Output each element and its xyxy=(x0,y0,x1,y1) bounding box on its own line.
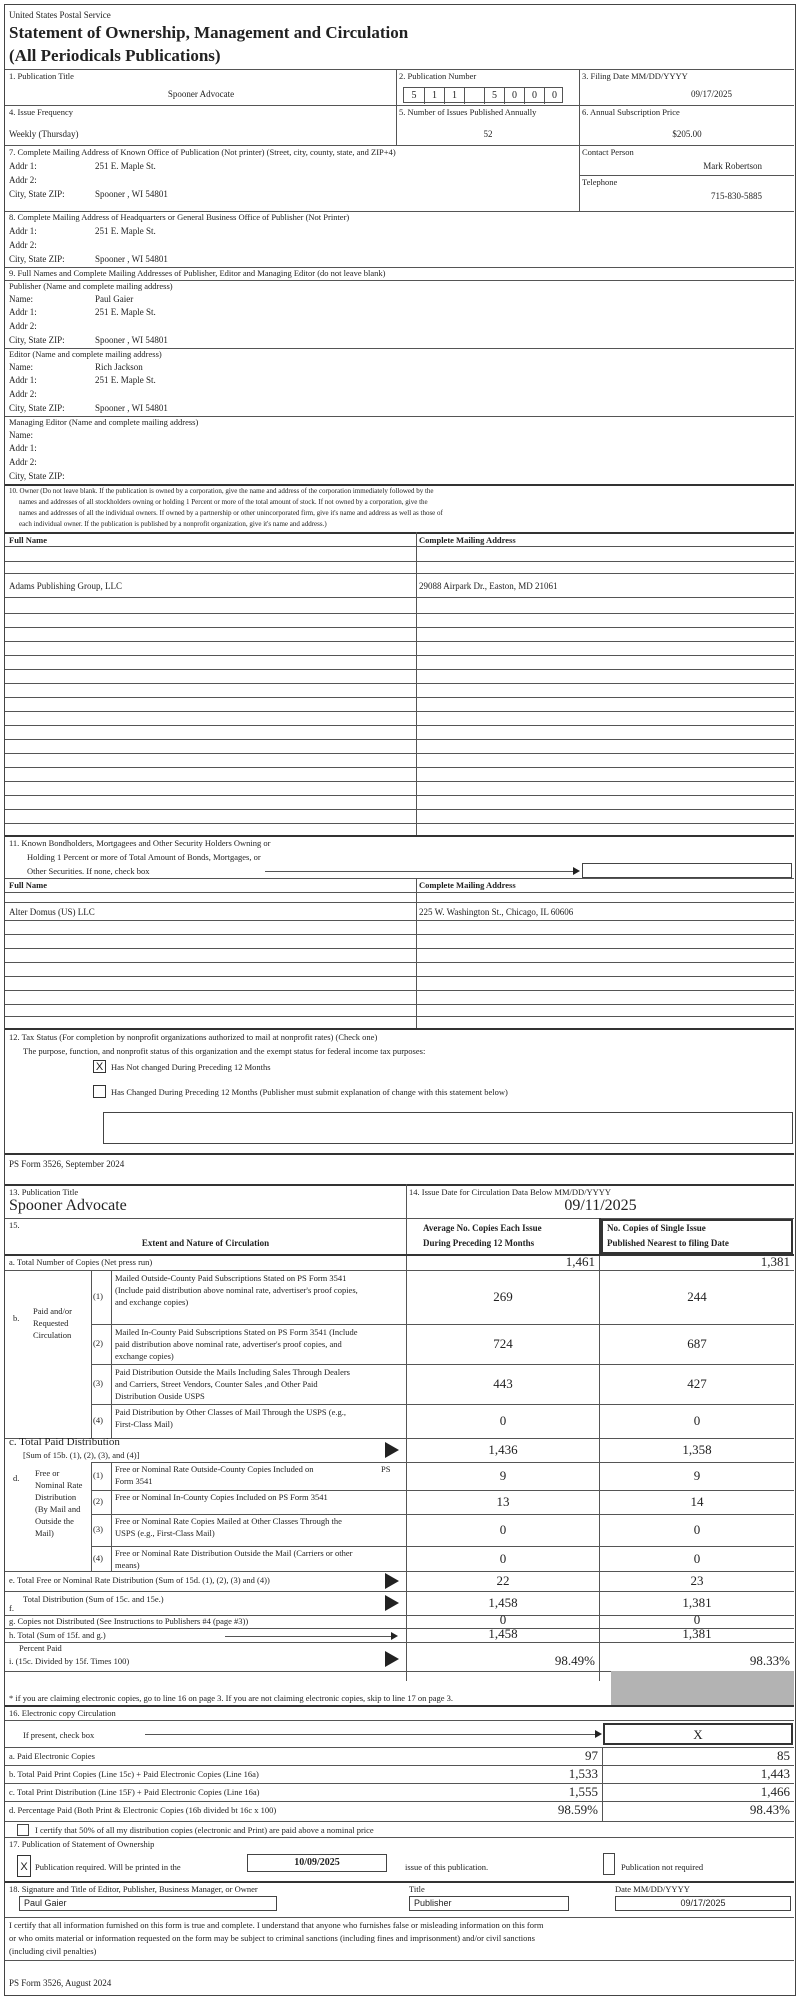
office-city: Spooner , WI 54801 xyxy=(95,189,168,199)
row-c-single: 1,358 xyxy=(682,1442,712,1457)
shaded-cell xyxy=(611,1671,794,1705)
field15-label: 15. xyxy=(9,1220,20,1230)
b-row-number: (1) xyxy=(93,1291,103,1301)
addr1-label: Addr 1: xyxy=(9,226,37,236)
d-row-avg: 0 xyxy=(499,1522,507,1537)
d-row-number: (1) xyxy=(93,1470,103,1480)
single-col-header-1: No. Copies of Single Issue xyxy=(607,1223,706,1233)
d-row-line xyxy=(91,1546,794,1547)
row-c-label-1: c. Total Paid Distribution xyxy=(9,1436,120,1448)
d-letter: d. xyxy=(13,1473,20,1483)
owner-address: 29088 Airpark Dr., Easton, MD 21061 xyxy=(419,581,558,591)
certify-50-label: I certify that 50% of all my distribution copies (electronic and Print) are paid above a nominal price xyxy=(35,1825,374,1835)
city-label: City, State ZIP: xyxy=(9,189,65,199)
d-row-desc: means) xyxy=(115,1560,140,1570)
bond-row-line xyxy=(5,920,794,921)
d-label-line: Nominal Rate xyxy=(35,1480,83,1490)
avg-col-header-1: Average No. Copies Each Issue xyxy=(423,1223,542,1233)
field10-line2: names and addresses of all stockholders owning or holding 1 Percent or more of the total amount of stock. If not owned by a corporation, give the xyxy=(19,498,428,506)
field9-label: 9. Full Names and Complete Mailing Addresses of Publisher, Editor and Managing Editor (do not leave blank) xyxy=(9,268,386,278)
arrow-icon xyxy=(385,1595,399,1611)
avg-col-header-2: During Preceding 12 Months xyxy=(423,1238,535,1248)
bond-address: 225 W. Washington St., Chicago, IL 60606 xyxy=(419,907,574,917)
field16-check-label: If present, check box xyxy=(23,1730,95,1740)
b-row-desc: Paid Distribution Outside the Mails Including Sales Through Dealers xyxy=(115,1367,350,1377)
bond-row-line xyxy=(5,1004,794,1005)
publication-number-digit: 5 xyxy=(411,90,417,101)
publication-required-checkbox[interactable]: X xyxy=(17,1855,31,1877)
b-row-desc: Paid Distribution by Other Classes of Mail Through the USPS (e.g., xyxy=(115,1407,346,1417)
field10-line1: 10. Owner (Do not leave blank. If the publication is owned by a corporation, give the name and address of the corporation immediately followed by the xyxy=(9,487,434,495)
addr2-label: Addr 2: xyxy=(9,321,37,331)
field14-label: 14. Issue Date for Circulation Data Below MM/DD/YYYY xyxy=(409,1187,612,1197)
d-row-ps: PS xyxy=(381,1464,391,1474)
filing-date: 09/17/2025 xyxy=(690,89,732,99)
addr1-label: Addr 1: xyxy=(9,161,37,171)
d-label-line: Free or xyxy=(35,1468,60,1478)
name-label: Name: xyxy=(9,430,33,440)
field8-label: 8. Complete Mailing Address of Headquarters or General Business Office of Publisher (Not Printer) xyxy=(9,212,350,222)
circulation-heading: Extent and Nature of Circulation xyxy=(141,1238,270,1248)
d-row-desc: Free or Nominal In-County Copies Included on PS Form 3541 xyxy=(115,1492,328,1502)
bond-address-header: Complete Mailing Address xyxy=(419,880,516,890)
b-row-avg: 443 xyxy=(493,1376,513,1391)
b-row-desc: Distribution Ouside USPS xyxy=(115,1391,205,1401)
row-f-avg: 1,458 xyxy=(488,1595,518,1610)
has-changed-label: Has Changed During Preceding 12 Months (Publisher must submit explanation of change with this statement below) xyxy=(111,1087,508,1097)
bond-row-line xyxy=(5,934,794,935)
d-row-number: (2) xyxy=(93,1496,103,1506)
bond-row-line xyxy=(5,948,794,949)
b-row-line xyxy=(91,1364,794,1365)
b-row-avg: 724 xyxy=(493,1336,513,1351)
owner-row-line xyxy=(5,561,794,562)
arrow-icon xyxy=(573,867,580,875)
b-row-desc: Mailed In-County Paid Subscriptions Stated on PS Form 3541 (Include xyxy=(115,1327,358,1337)
field4-label: 4. Issue Frequency xyxy=(9,107,73,117)
circ-publication-title: Spooner Advocate xyxy=(9,1197,127,1214)
row-c-label-2: [Sum of 15b. (1), (2), (3), and (4)] xyxy=(23,1450,140,1460)
telephone: 715-830-5885 xyxy=(711,191,762,201)
title-field[interactable]: Publisher xyxy=(409,1896,569,1911)
owner-row-line xyxy=(5,641,794,642)
owner-row-line xyxy=(5,823,794,824)
d-row-avg: 9 xyxy=(499,1468,507,1483)
b-label-line: Paid and/or xyxy=(33,1306,72,1316)
row-i-label-2: i. (15c. Divided by 15f. Times 100) xyxy=(9,1656,130,1666)
arrow-icon xyxy=(385,1651,399,1667)
owner-row-line xyxy=(5,781,794,782)
owner-row-line xyxy=(5,795,794,796)
publisher-street: 251 E. Maple St. xyxy=(95,307,156,317)
b-row-avg: 269 xyxy=(493,1289,513,1304)
d-label-line: Outside the xyxy=(35,1516,74,1526)
b-row-desc: (Include paid distribution above nominal rate, advertiser's proof copies, xyxy=(115,1285,358,1295)
owner-row-line xyxy=(5,697,794,698)
telephone-label: Telephone xyxy=(582,177,618,187)
editor-name: Rich Jackson xyxy=(95,362,143,372)
issue-frequency: Weekly (Thursday) xyxy=(9,129,79,139)
contact-label: Contact Person xyxy=(582,147,634,157)
form-subtitle: (All Periodicals Publications) xyxy=(9,46,221,65)
field1-label: 1. Publication Title xyxy=(9,71,74,81)
row-i-label-1: Percent Paid xyxy=(19,1643,62,1653)
addr1-label: Addr 1: xyxy=(9,443,37,453)
field11-line2: Holding 1 Percent or more of Total Amount of Bonds, Mortgages, or xyxy=(27,852,261,862)
d-row-avg: 13 xyxy=(496,1494,510,1509)
owner-fullname-header: Full Name xyxy=(9,535,48,545)
owner-row-line xyxy=(5,669,794,670)
contact-person: Mark Robertson xyxy=(703,161,762,171)
b-label-line: Requested xyxy=(33,1318,69,1328)
publisher-name: Paul Gaier xyxy=(95,294,134,304)
issue-label: issue of this publication. xyxy=(405,1862,489,1872)
row-f-single: 1,381 xyxy=(682,1595,712,1610)
editor-city: Spooner , WI 54801 xyxy=(95,403,168,413)
date-field[interactable]: 09/17/2025 xyxy=(615,1896,791,1911)
field17-label: 17. Publication of Statement of Ownership xyxy=(9,1839,155,1849)
publication-title: Spooner Advocate xyxy=(167,89,235,99)
none-checkbox[interactable] xyxy=(582,863,792,878)
field11-line3: Other Securities. If none, check box xyxy=(27,866,150,876)
d-label-line: (By Mail and xyxy=(35,1504,81,1514)
bond-row-line xyxy=(5,892,794,893)
row-g-avg: 0 xyxy=(499,1612,507,1627)
field7-label: 7. Complete Mailing Address of Known Office of Publication (Not printer) (Street, city, county, state, and ZIP+4) xyxy=(9,147,396,157)
publication-number-digit: 5 xyxy=(484,88,504,104)
psform-september: PS Form 3526, September 2024 xyxy=(9,1159,125,1169)
row-g-label: g. Copies not Distributed (See Instructions to Publishers #4 (page #3)) xyxy=(9,1616,249,1626)
row-h-label: h. Total (Sum of 15f. and g.) xyxy=(9,1630,106,1640)
row-e-label: e. Total Free or Nominal Rate Distribution (Sum of 15d. (1), (2), (3) and (4)) xyxy=(9,1575,270,1585)
b-label xyxy=(33,1305,72,1341)
d-row-single: 14 xyxy=(690,1494,704,1509)
b-row-line xyxy=(91,1324,794,1325)
publication-not-required-label: Publication not required xyxy=(621,1862,704,1872)
publication-number-digit: 0 xyxy=(524,88,544,104)
row16-label: b. Total Paid Print Copies (Line 15c) + Paid Electronic Copies (Line 16a) xyxy=(9,1769,259,1779)
arrow-icon xyxy=(595,1730,602,1738)
issue-print-date-field[interactable]: 10/09/2025 xyxy=(247,1854,387,1872)
d-row-desc: Free or Nominal Rate Outside-County Copies Included on xyxy=(115,1464,314,1474)
city-label: City, State ZIP: xyxy=(9,471,65,481)
row-c-avg: 1,436 xyxy=(488,1442,518,1457)
field12-line1: 12. Tax Status (For completion by nonprofit organizations authorized to mail at nonprofit rates) (Check one) xyxy=(9,1032,378,1042)
owner-address-header: Complete Mailing Address xyxy=(419,535,516,545)
publisher-city: Spooner , WI 54801 xyxy=(95,335,168,345)
d-row-desc: Free or Nominal Rate Copies Mailed at Other Classes Through the xyxy=(115,1516,342,1526)
b-row-single: 687 xyxy=(687,1336,707,1351)
owner-row-line xyxy=(5,739,794,740)
row16-label: a. Paid Electronic Copies xyxy=(9,1751,95,1761)
row-i-avg: 98.49% xyxy=(554,1653,595,1668)
owner-row-line xyxy=(5,573,794,574)
title-label: Title xyxy=(409,1884,425,1894)
b-label-line: Circulation xyxy=(33,1330,72,1340)
d-row-number: (3) xyxy=(93,1524,103,1534)
bond-fullname-header: Full Name xyxy=(9,880,48,890)
single-col-header-2: Published Nearest to filing Date xyxy=(607,1238,729,1248)
owner-row-line xyxy=(5,809,794,810)
publication-not-required-checkbox[interactable] xyxy=(603,1853,615,1875)
form-page xyxy=(4,4,796,1996)
d-label-line: Mail) xyxy=(35,1528,54,1538)
owner-row-line xyxy=(5,627,794,628)
field16-label: 16. Electronic copy Circulation xyxy=(9,1708,116,1718)
hq-city: Spooner , WI 54801 xyxy=(95,254,168,264)
row16-label: c. Total Print Distribution (Line 15F) + Paid Electronic Copies (Line 16a) xyxy=(9,1787,260,1797)
signature-field[interactable]: Paul Gaier xyxy=(19,1896,277,1911)
b-row-desc: Mailed Outside-County Paid Subscriptions Stated on PS Form 3541 xyxy=(115,1273,347,1283)
d-row-avg: 0 xyxy=(499,1550,507,1566)
issue-date: 09/11/2025 xyxy=(564,1197,637,1214)
b-letter: b. xyxy=(13,1313,20,1323)
b-row-avg: 0 xyxy=(499,1413,507,1428)
agency-name: United States Postal Service xyxy=(9,10,111,20)
row16-single: 85 xyxy=(777,1748,790,1763)
owner-row-line xyxy=(5,711,794,712)
row16-avg: 1,533 xyxy=(568,1766,598,1781)
certification-line3: (including civil penalties) xyxy=(9,1946,97,1956)
b-row-line xyxy=(91,1404,794,1405)
b-row-single: 0 xyxy=(693,1413,701,1428)
managing-editor-label: Managing Editor (Name and complete mailing address) xyxy=(9,417,199,427)
row16-single: 1,466 xyxy=(760,1784,790,1799)
row16-avg: 98.59% xyxy=(557,1802,598,1817)
owner-row-line xyxy=(5,683,794,684)
city-label: City, State ZIP: xyxy=(9,403,65,413)
field12-line2: The purpose, function, and nonprofit status of this organization and the exempt status for federal income tax purposes: xyxy=(23,1046,426,1056)
d-row-desc: Form 3541 xyxy=(115,1476,153,1486)
arrow-icon xyxy=(385,1573,399,1589)
certify-50-checkbox[interactable] xyxy=(17,1824,29,1836)
owner-row-line xyxy=(5,767,794,768)
d-label-line: Distribution xyxy=(35,1492,77,1502)
row16-avg: 1,555 xyxy=(568,1784,598,1799)
hq-street: 251 E. Maple St. xyxy=(95,226,156,236)
d-row-single: 0 xyxy=(693,1522,701,1537)
b-row-desc: and exchange copies) xyxy=(115,1297,189,1307)
bond-row-line xyxy=(5,1016,794,1017)
b-row-single: 244 xyxy=(687,1289,707,1304)
editor-street: 251 E. Maple St. xyxy=(95,375,156,385)
electronic-copies-checkbox[interactable]: X xyxy=(603,1723,793,1745)
publication-number-digit: 0 xyxy=(544,88,564,104)
field10-line4: each individual owner. If the publication is published by a nonprofit organization, give it's name and address.) xyxy=(19,520,327,528)
field11-line1: 11. Known Bondholders, Mortgagees and Other Security Holders Owning or xyxy=(9,838,271,848)
field6-label: 6. Annual Subscription Price xyxy=(582,107,680,117)
d-label xyxy=(35,1467,82,1539)
bond-row-line xyxy=(5,902,794,903)
owner-name: Adams Publishing Group, LLC xyxy=(9,581,123,591)
arrow-icon xyxy=(385,1442,399,1458)
bond-row-line xyxy=(5,976,794,977)
city-label: City, State ZIP: xyxy=(9,254,65,264)
row16-avg: 97 xyxy=(585,1748,598,1763)
row-e-single: 23 xyxy=(690,1573,704,1588)
d-row-desc: USPS (e.g., First-Class Mail) xyxy=(115,1528,215,1538)
arrow-icon xyxy=(391,1632,398,1640)
field5-label: 5. Number of Issues Published Annually xyxy=(399,107,537,117)
d-row-single: 9 xyxy=(693,1468,701,1483)
office-street: 251 E. Maple St. xyxy=(95,161,156,171)
bond-row-line xyxy=(5,990,794,991)
subscription-price: $205.00 xyxy=(672,129,702,139)
row-g-single: 0 xyxy=(693,1612,701,1627)
bond-row-line xyxy=(5,962,794,963)
d-row-line xyxy=(91,1514,794,1515)
certification-line2: or who omits material or information requested on the form may be subject to criminal sanctions (including fines and imprisonment) and/or civil sanctions xyxy=(9,1933,535,1943)
row16-label: d. Percentage Paid (Both Print & Electronic Copies (16b divided bt 16c x 100) xyxy=(9,1805,277,1815)
b-row-desc: paid distribution above nominal rate, advertiser's proof copies, and xyxy=(115,1339,342,1349)
row-f-label: Total Distribution (Sum of 15c. and 15e.) xyxy=(23,1594,164,1604)
d-row-desc: Free or Nominal Rate Distribution Outside the Mail (Carriers or other xyxy=(115,1548,353,1558)
change-explanation-field[interactable] xyxy=(103,1112,793,1144)
b-row-number: (4) xyxy=(93,1415,103,1425)
editor-label: Editor (Name and complete mailing address) xyxy=(9,349,162,359)
publisher-label: Publisher (Name and complete mailing address) xyxy=(9,281,173,291)
field10-line3: names and addresses of all the individual owners. If owned by a partnership or other unincorporated firm, give it's name and address as well as those of xyxy=(19,509,443,517)
owner-row-line xyxy=(5,655,794,656)
row-h-single: 1,381 xyxy=(682,1626,712,1641)
has-changed-checkbox[interactable] xyxy=(93,1085,106,1098)
d-row-single: 0 xyxy=(693,1550,701,1566)
b-row-single: 427 xyxy=(687,1376,707,1391)
row-i-single: 98.33% xyxy=(749,1653,790,1668)
certification-line1: I certify that all information furnished on this form is true and complete. I understand that anyone who furnishes false or misleading information on this form xyxy=(9,1920,544,1930)
row-a-label: a. Total Number of Copies (Net press run) xyxy=(9,1257,153,1267)
bond-name: Alter Domus (US) LLC xyxy=(9,907,95,917)
publication-required-label: Publication required. Will be printed in the xyxy=(35,1862,181,1872)
addr1-label: Addr 1: xyxy=(9,375,37,385)
b-row-number: (3) xyxy=(93,1378,103,1388)
row-f-letter: f. xyxy=(9,1603,14,1613)
owner-row-line xyxy=(5,753,794,754)
row16-single: 98.43% xyxy=(749,1802,790,1817)
field2-label: 2. Publication Number xyxy=(399,71,477,81)
publication-number-digit xyxy=(464,88,484,104)
b-row-number: (2) xyxy=(93,1338,103,1348)
owner-row-line xyxy=(5,613,794,614)
addr2-label: Addr 2: xyxy=(9,457,37,467)
d-row-number: (4) xyxy=(93,1552,103,1563)
date-label: Date MM/DD/YYYY xyxy=(615,1884,690,1894)
publication-number-digit: 1 xyxy=(444,88,464,104)
row16-single: 1,443 xyxy=(760,1766,790,1781)
name-label: Name: xyxy=(9,362,33,372)
owner-row-line xyxy=(5,725,794,726)
addr1-label: Addr 1: xyxy=(9,307,37,317)
b-row-desc: exchange copies) xyxy=(115,1351,174,1361)
b-row-desc: and Carriers, Street Vendors, Counter Sales ,and Other Paid xyxy=(115,1379,318,1389)
field18-label: 18. Signature and Title of Editor, Publisher, Business Manager, or Owner xyxy=(9,1884,258,1894)
not-changed-label: Has Not changed During Preceding 12 Months xyxy=(111,1062,271,1072)
form-title: Statement of Ownership, Management and Circulation xyxy=(9,23,409,42)
owner-row-line xyxy=(5,597,794,598)
field13-label: 13. Publication Title xyxy=(9,1187,79,1197)
addr2-label: Addr 2: xyxy=(9,240,37,250)
b-row-desc: First-Class Mail) xyxy=(115,1419,173,1429)
row-e-avg: 22 xyxy=(496,1573,510,1588)
publication-number-digit: 0 xyxy=(504,88,524,104)
issues-annually: 52 xyxy=(483,129,493,139)
not-changed-checkbox[interactable]: X xyxy=(93,1060,106,1073)
electronic-note: * if you are claiming electronic copies, go to line 16 on page 3. If you are not claiming electronic copies, skip to line 17 on page 3. xyxy=(9,1693,453,1703)
name-label: Name: xyxy=(9,294,33,304)
publication-number xyxy=(403,87,563,103)
city-label: City, State ZIP: xyxy=(9,335,65,345)
addr2-label: Addr 2: xyxy=(9,389,37,399)
field3-label: 3. Filing Date MM/DD/YYYY xyxy=(582,71,688,81)
addr2-label: Addr 2: xyxy=(9,175,37,185)
publication-number-digit: 1 xyxy=(424,88,444,104)
row-h-avg: 1,458 xyxy=(488,1626,518,1641)
row-a-single: 1,381 xyxy=(760,1254,790,1269)
owner-row-line xyxy=(5,546,794,547)
psform-august: PS Form 3526, August 2024 xyxy=(9,1978,112,1988)
row-a-avg: 1,461 xyxy=(565,1254,595,1269)
d-row-line xyxy=(91,1490,794,1491)
